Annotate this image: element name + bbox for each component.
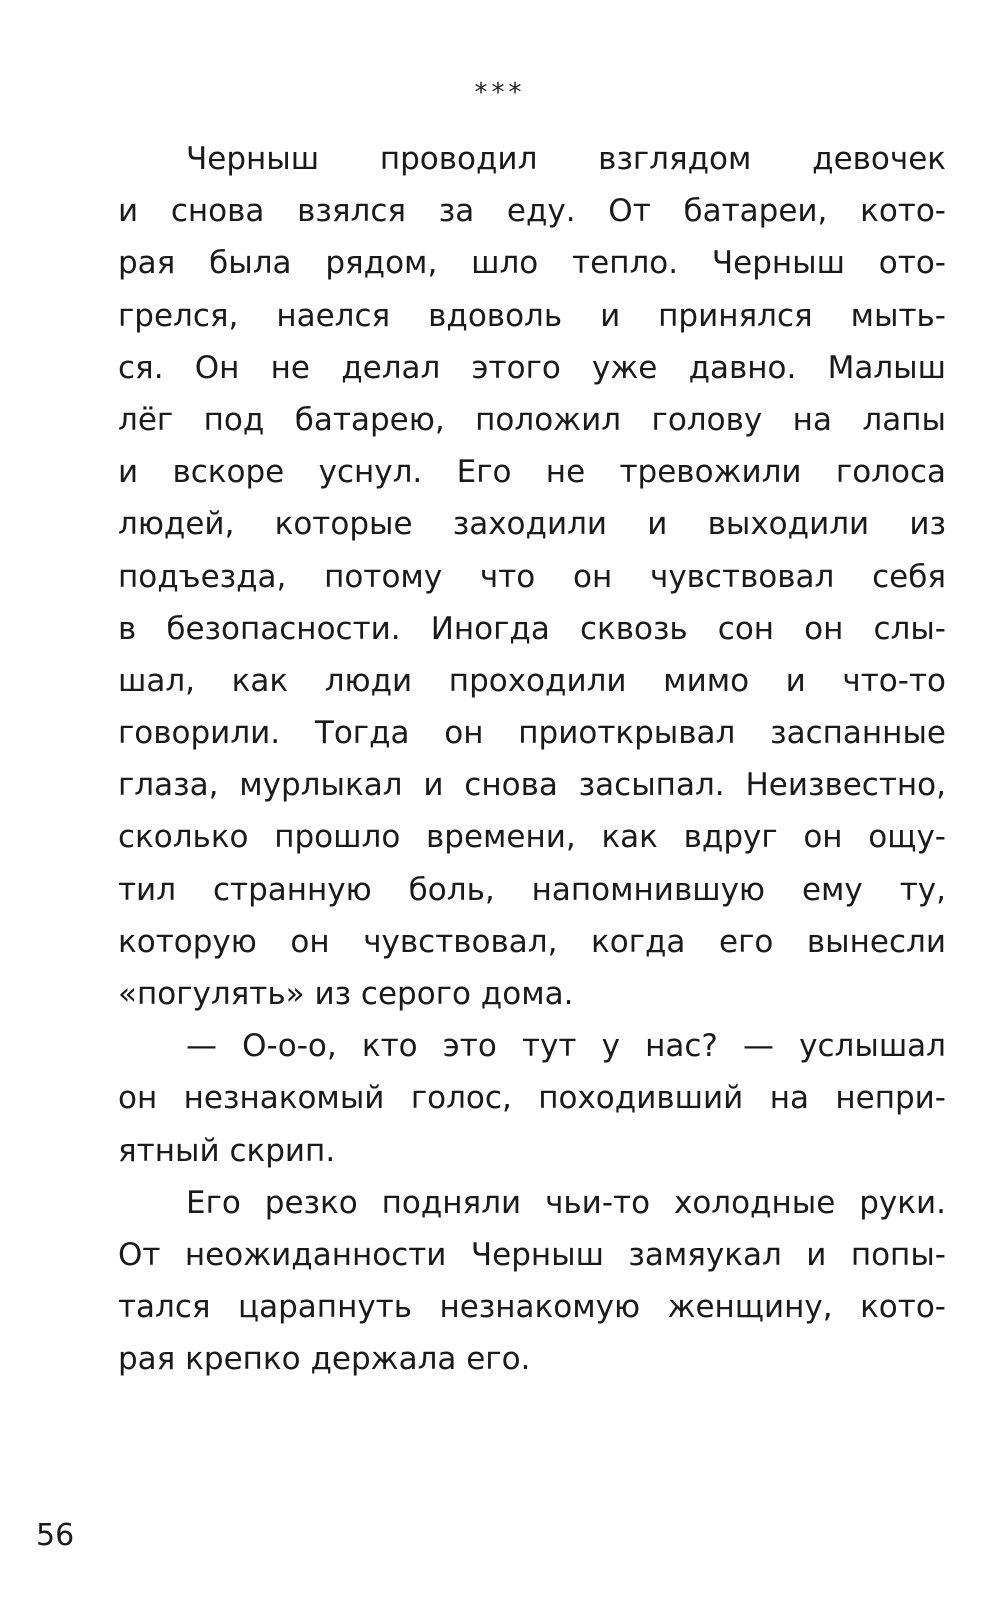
text-line: грелся, наелся вдоволь и принялся мыть- [118,297,946,334]
text-line: сколько прошло времени, как вдруг он ощу- [118,819,946,856]
text-line: тил странную боль, напомнившую ему ту, [118,871,946,908]
text-line: в безопасности. Иногда сквозь сон он слы- [118,610,946,647]
text-line: глаза, мурлыкал и снова засыпал. Неизвестно, [118,767,946,804]
text-line: Его резко подняли чьи-то холодные руки. [186,1184,946,1221]
text-line: лёг под батарею, положил голову на лапы [118,401,946,438]
text-line: Черныш проводил взглядом девочек [186,141,946,177]
dialogue-line: — О-о-о, кто это тут у нас? — услышал [186,1028,946,1065]
text-line: шал, как люди проходили мимо и что-то [118,662,946,699]
text-line: рая крепко держала его. [118,1341,531,1378]
text-line: ся. Он не делал этого уже давно. Малыш [118,349,946,386]
text-line: «погулять» из серого дома. [118,976,574,1012]
text-line: он незнакомый голос, походивший на непри- [118,1080,946,1117]
text-line: подъезда, потому что он чувствовал себя [118,558,946,595]
text-line: рая была рядом, шло тепло. Черныш ото- [118,245,946,282]
text-line: тался царапнуть незнакомую женщину, кото- [118,1289,946,1326]
page-number: 56 [36,1518,75,1553]
text-line: ятный скрип. [118,1132,336,1169]
text-line: и снова взялся за еду. От батареи, кото- [118,193,946,230]
text-line: От неожиданности Черныш замяукал и попы- [118,1236,946,1273]
text-line: которую он чувствовал, когда его вынесли [118,923,946,960]
text-line: людей, которые заходили и выходили из [118,506,946,543]
section-separator: *** [474,78,526,108]
body-text [118,133,946,1386]
text-line: говорили. Тогда он приоткрывал заспанные [118,715,946,752]
text-line: и вскоре уснул. Его не тревожили голоса [118,454,946,491]
